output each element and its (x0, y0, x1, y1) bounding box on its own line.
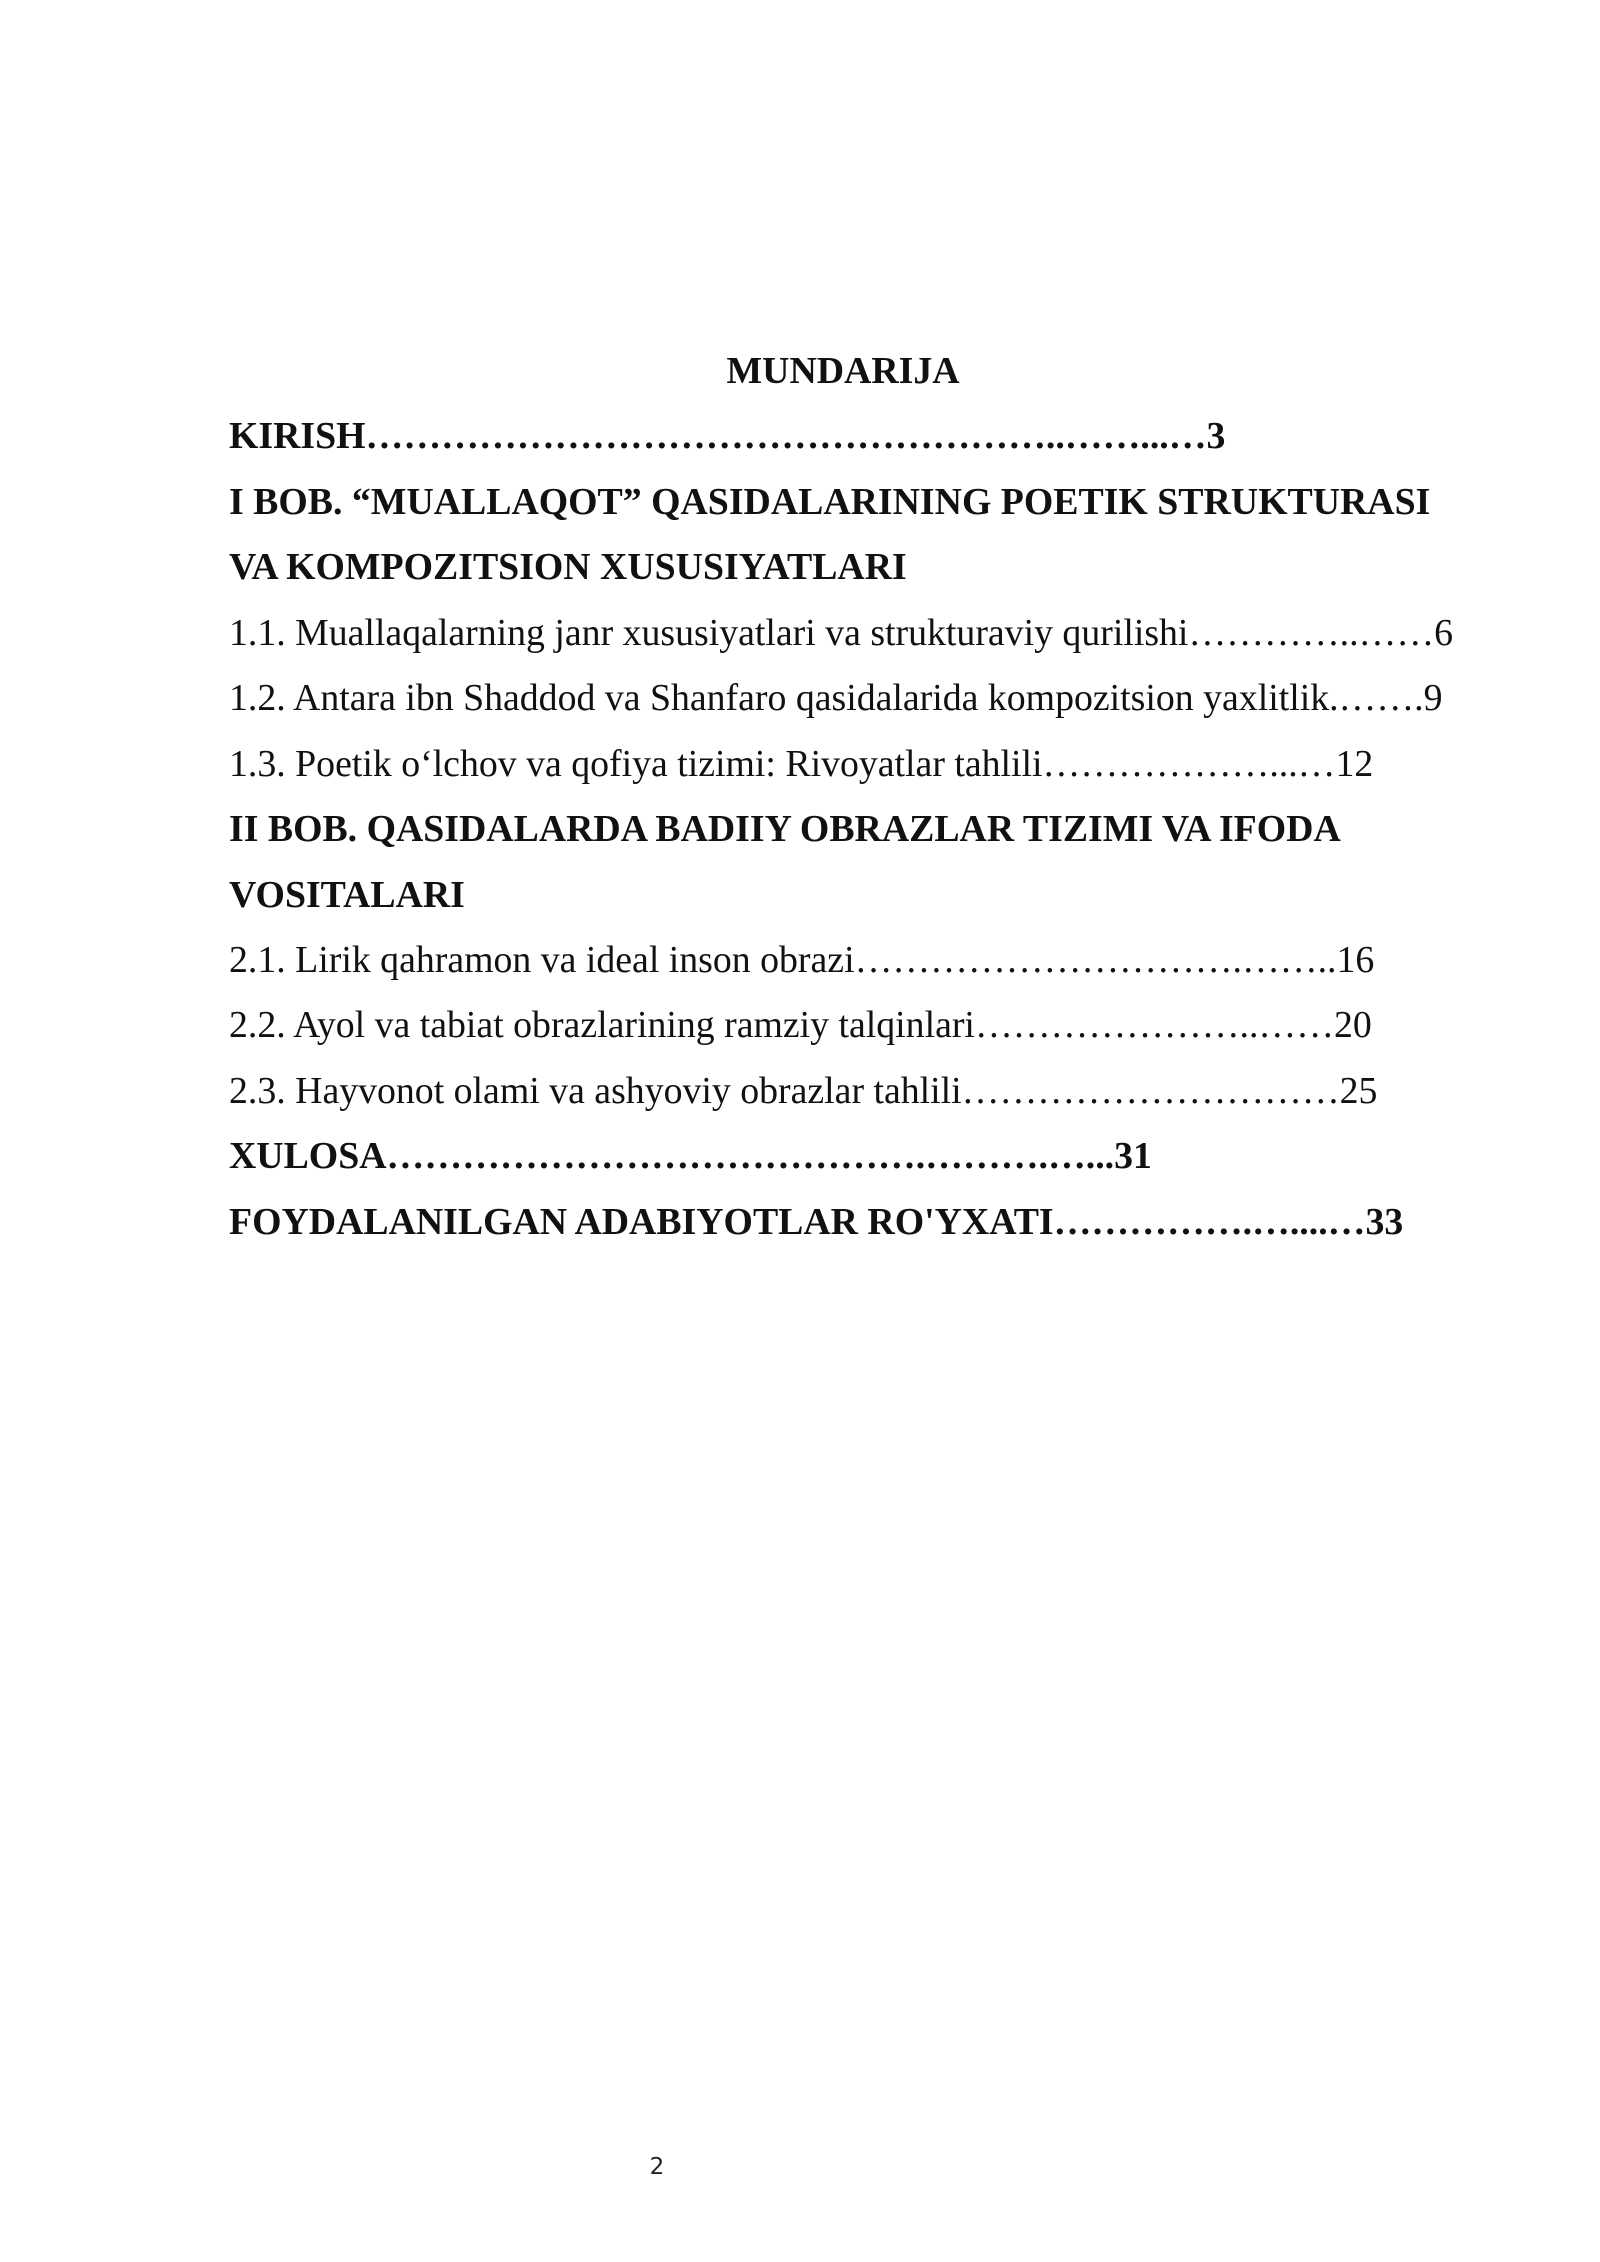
table-of-contents (229, 339, 1457, 1255)
toc-page-number: 16 (1336, 938, 1375, 981)
toc-entry-title: KIRISH (229, 415, 366, 458)
toc-entry-introduction (229, 404, 1457, 469)
toc-entry-title: XULOSA (229, 1135, 387, 1178)
toc-leader-dots: …………..…… (1188, 611, 1435, 654)
toc-leader-dots: ………………………………………………..……...… (365, 415, 1207, 458)
toc-page-number: 25 (1339, 1069, 1378, 1112)
toc-entry-title: 1.2. Antara ibn Shaddod va Shanfaro qasidalarida kompozitsion yaxlitlik (229, 677, 1330, 720)
toc-entry-title: 2.2. Ayol va tabiat obrazlarining ramziy talqinlari (229, 1004, 975, 1047)
toc-leader-dots: .……. (1329, 677, 1424, 720)
toc-entry-title: 1.3. Poetik o‘lchov va qofiya tizimi: Rivoyatlar tahlili (229, 742, 1043, 785)
chapter-2-heading-line-1: II BOB. QASIDALARDA BADIIY OBRAZLAR TIZIMI VA IFODA (229, 808, 1341, 851)
toc-entry-title: 2.1. Lirik qahramon va ideal inson obrazi (229, 938, 855, 981)
chapter-1-heading-line-1: I BOB. “MUALLAQOT” QASIDALARINING POETIK STRUKTURASI (229, 480, 1431, 523)
toc-leader-dots: …………………………………….……….…... (386, 1135, 1115, 1178)
toc-heading: MUNDARIJA (726, 350, 960, 392)
toc-entry-section-1-1 (229, 601, 1457, 666)
toc-leader-dots: ………………………… (961, 1069, 1340, 1112)
toc-entry-section-1-2 (229, 666, 1457, 731)
toc-page-number: 3 (1206, 415, 1226, 458)
toc-entry-title: FOYDALANILGAN ADABIYOTLAR RO'YXATI (229, 1200, 1054, 1243)
chapter-2-heading-line-2: VOSITALARI (229, 873, 465, 916)
toc-page-number: 9 (1423, 677, 1443, 720)
toc-leader-dots: ………………...… (1042, 742, 1336, 785)
page-number: 2 (649, 2154, 665, 2180)
toc-entry-section-2-2 (229, 993, 1457, 1058)
toc-entry-bibliography (229, 1190, 1457, 1255)
toc-entry-section-1-3 (229, 732, 1457, 797)
toc-page-number: 12 (1335, 742, 1374, 785)
chapter-1-heading-line-2: VA KOMPOZITSION XUSUSIYATLARI (229, 546, 907, 589)
toc-leader-dots: ………………………….…….. (854, 938, 1337, 981)
toc-entry-section-2-3 (229, 1059, 1457, 1124)
toc-page-number: 31 (1114, 1135, 1152, 1178)
toc-entry-section-2-1 (229, 928, 1457, 993)
toc-leader-dots: …………….…....… (1053, 1200, 1366, 1243)
toc-page-number: 6 (1434, 611, 1454, 654)
toc-entry-title: 2.3. Hayvonot olami va ashyoviy obrazlar tahlili (229, 1069, 962, 1112)
toc-page-number: 20 (1334, 1004, 1372, 1047)
toc-entry-title: 1.1. Muallaqalarning janr xususiyatlari va strukturaviy qurilishi (229, 611, 1189, 654)
toc-entry-conclusion (229, 1124, 1457, 1189)
toc-leader-dots: …………………..…… (974, 1004, 1335, 1047)
toc-page-number: 33 (1365, 1200, 1404, 1243)
